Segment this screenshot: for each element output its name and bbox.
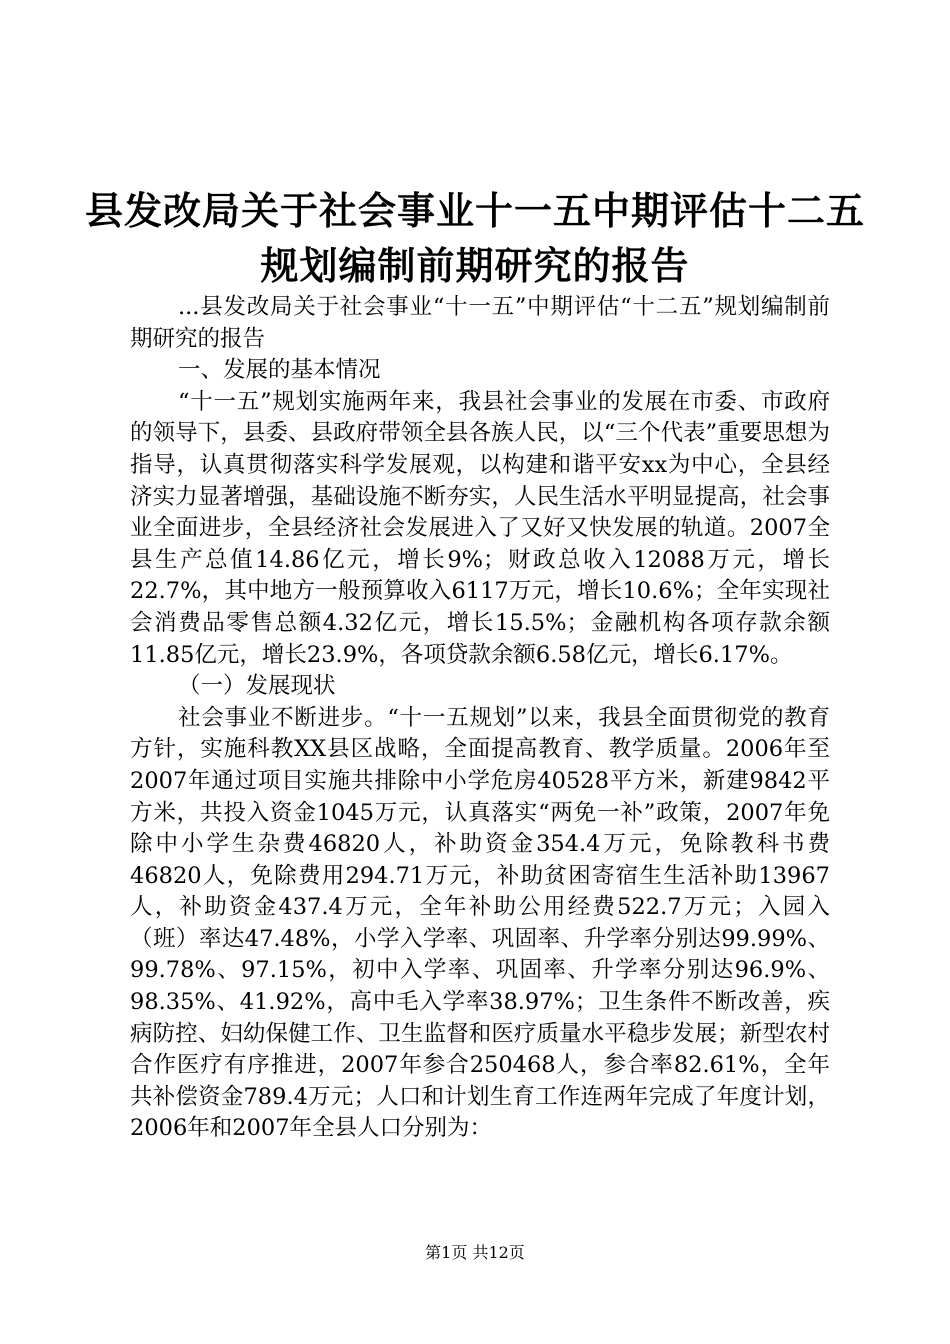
page-footer: 第1页 共12页	[425, 1243, 525, 1262]
document-title-line-1: 县发改局关于社会事业十一五中期评估十二五	[84, 188, 865, 233]
paragraph-social-progress: 社会事业不断进步。“十一五规划”以来，我县全面贯彻党的教育方针，实施科教XX县区战略，全面提高教育、教学质量。2006年至2007年通过项目实施共排除中小学危房40528平方米，新建9842平方米，共投入资金1045万元，认真落实“两免一补”政策，2007年免除中小学生杂费46820人，补助资金354.4万元，免除教科书费46820人，免除费用294.71万元，补助贫困寄宿生生活补助13967人，补助资金437.4万元，全年补助公用经费522.7万元；入园入（班）率达47.48%，小学入学率、巩固率、升学率分别达99.99%、99.78%、97.15%，初中入学率、巩固率、升学率分别达96.9%、98.35%、41.92%，高中毛入学率38.97%；卫生条件不断改善，疾病防控、妇幼保健工作、卫生监督和医疗质量水平稳步发展；新型农村合作医疗有序推进，2007年参合250468人，参合率82.61%，全年共补偿资金789.4万元；人口和计划生育工作连两年完成了年度计划，2006年和2007年全县人口分别为：	[130, 704, 830, 1142]
paragraph-overview: “十一五”规划实施两年来，我县社会事业的发展在市委、市政府的领导下，县委、县政府带领全县各族人民，以“三个代表”重要思想为指导，认真贯彻落实科学发展观，以构建和谐平安xx为中心，全县经济实力显著增强，基础设施不断夯实，人民生活水平明显提高，社会事业全面进步，全县经济社会发展进入了又好又快发展的轨道。2007全县生产总值14.86亿元，增长9%；财政总收入12088万元，增长22.7%，其中地方一般预算收入6117万元，增长10.6%；全年实现社会消费品零售总额4.32亿元，增长15.5%；金融机构各项存款余额11.85亿元，增长23.9%，各项贷款余额6.58亿元，增长6.17%。	[130, 388, 830, 668]
intro-paragraph: ...县发改局关于社会事业“十一五”中期评估“十二五”规划编制前期研究的报告	[130, 294, 830, 352]
document-body	[130, 292, 830, 1145]
document-title-line-2: 规划编制前期研究的报告	[260, 243, 690, 288]
section-heading-basic-situation: 一、发展的基本情况	[178, 357, 381, 384]
subsection-heading-current-status: （一）发展现状	[178, 673, 336, 700]
